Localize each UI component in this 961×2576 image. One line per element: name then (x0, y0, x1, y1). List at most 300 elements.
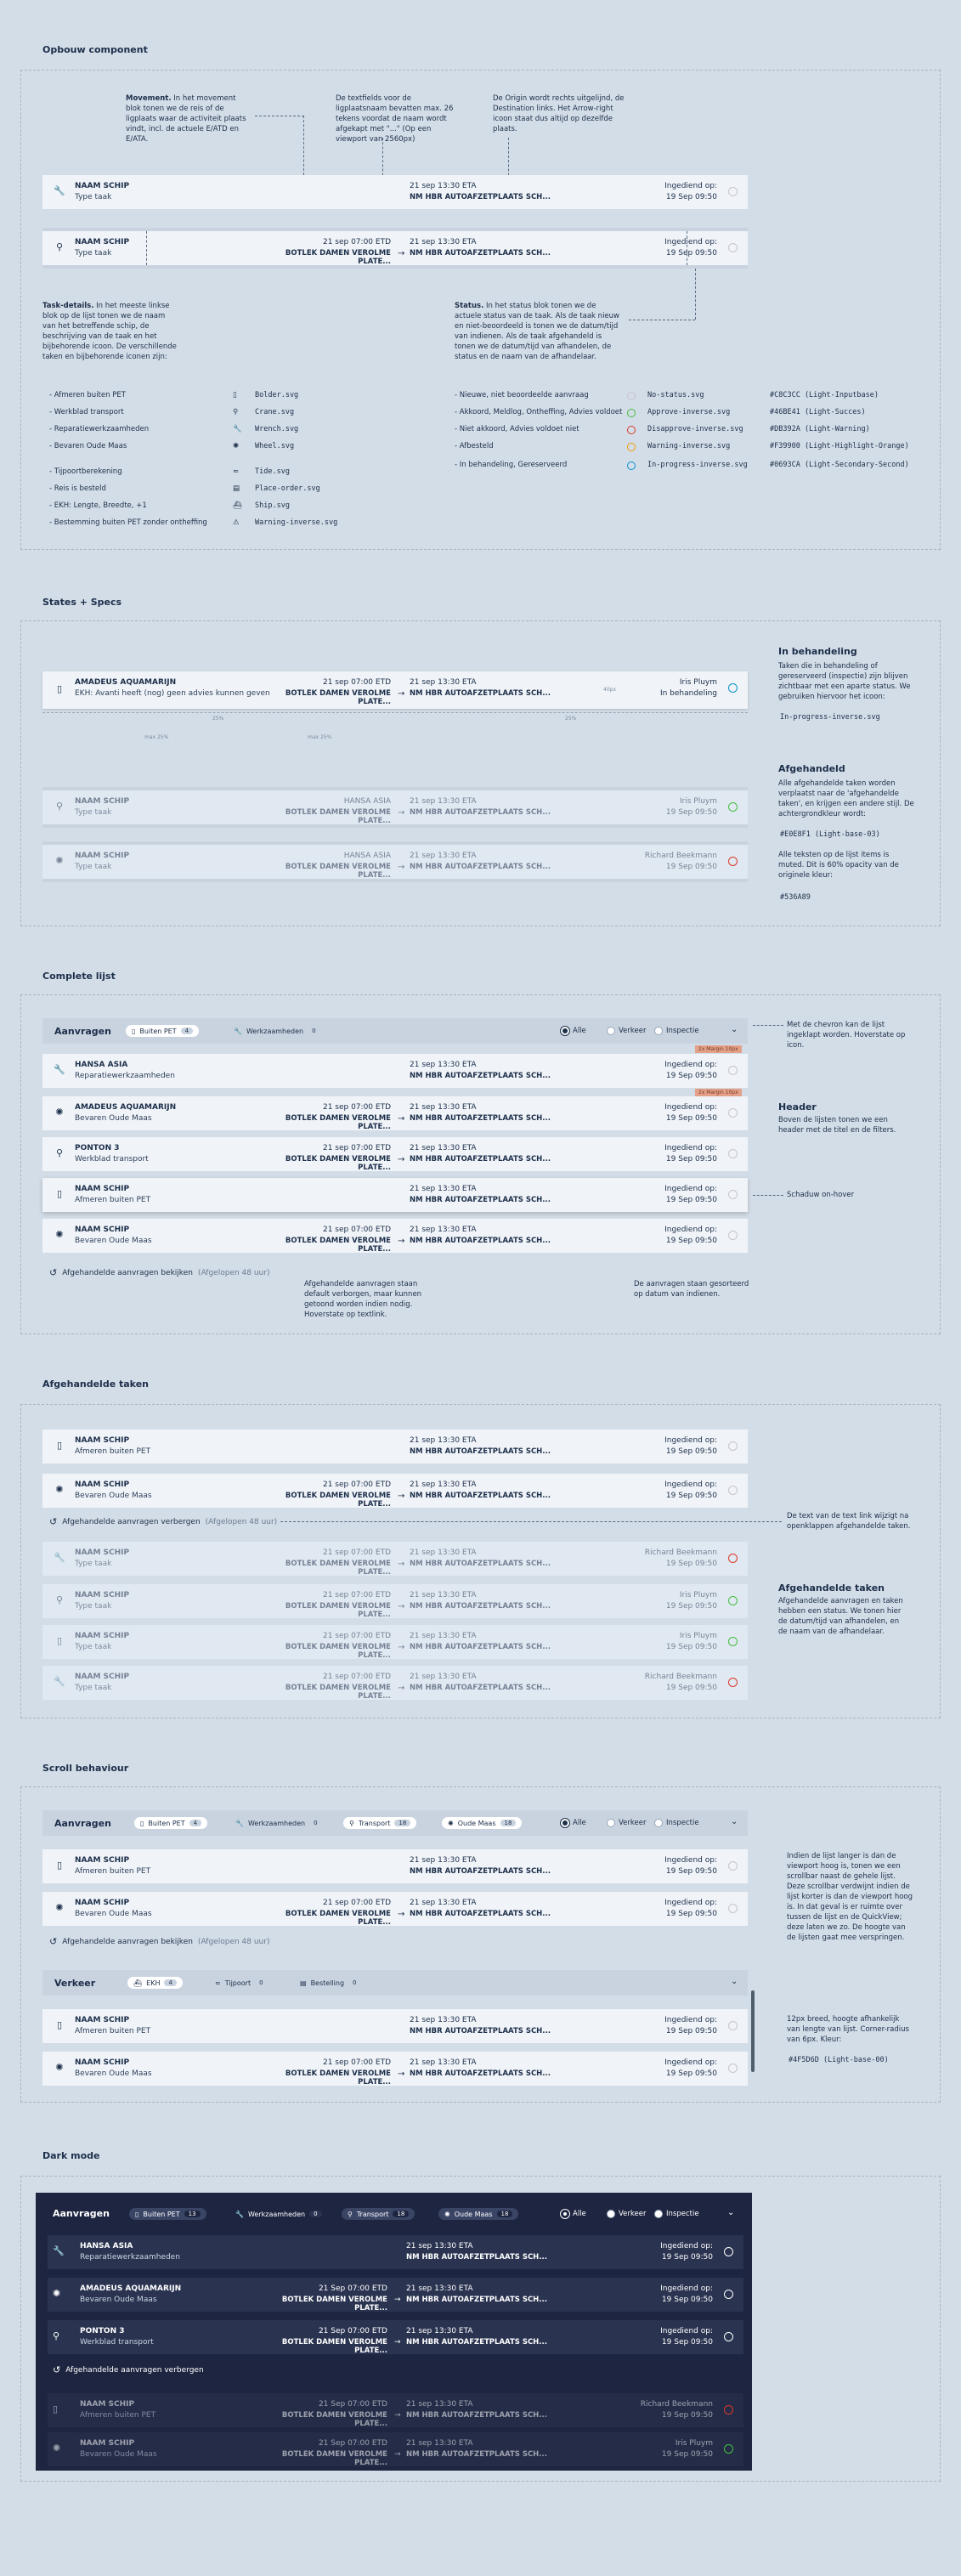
arrow-right-icon: → (398, 863, 405, 872)
history-icon: ↺ (49, 1936, 58, 1947)
no-status-icon (728, 187, 738, 196)
filter-chip[interactable] (127, 1977, 183, 1989)
task-ship-name: NAAM SCHIP (75, 1185, 130, 1193)
status-label: Ingediend op: (664, 1436, 717, 1445)
task-ship-name: NAAM SCHIP (75, 1480, 130, 1489)
wrench-icon: 🔧 (233, 425, 242, 433)
note-task-details: Task-details. In het meeste linkse blok op de lijst tonen we de naam van het betreffende schip, de beschrijving van de taak en het bijbehorende icoon. De verschillende taken en bijbehorende iconen zijn: (42, 302, 177, 361)
bolder-icon: ▯ (56, 2019, 63, 2030)
dimension-line (42, 712, 748, 713)
task-type: Bevaren Oude Maas (80, 2296, 157, 2304)
task-row[interactable] (42, 1096, 748, 1130)
history-icon: ↺ (49, 1516, 58, 1527)
radio-dot (607, 1819, 615, 1827)
origin: BOTLEK DAMEN VEROLME PLATE... (285, 1237, 391, 1254)
status-date: 19 Sep 09:50 (665, 1492, 717, 1500)
radio-label: Alle (573, 1027, 586, 1035)
no-status-icon (728, 1904, 738, 1913)
dimension-label: max 25% (144, 734, 169, 740)
radio-verkeer[interactable] (607, 1027, 646, 1035)
wheel-icon: ✺ (233, 442, 240, 450)
destination: NM HBR AUTOAFZETPLAATS SCH... (410, 1237, 551, 1245)
section-title-dark: Dark mode (42, 2150, 100, 2161)
task-type: Type taak (75, 193, 112, 201)
note-link-change: De text van de text link wijzigt na openklappen afgehandelde taken. (787, 1512, 911, 1531)
radio-alle[interactable] (561, 2210, 586, 2218)
section-title-complete: Complete lijst (42, 971, 116, 982)
task-type: Reparatiewerkzaamheden (75, 1072, 175, 1080)
task-type: Bevaren Oude Maas (75, 1114, 152, 1123)
eta: 21 sep 13:30 ETA (410, 1591, 477, 1599)
bolder-icon: ▯ (56, 1635, 63, 1646)
arrow-right-icon: → (394, 2296, 401, 2304)
filter-chip[interactable] (342, 2208, 415, 2220)
task-ship-name: NAAM SCHIP (75, 852, 130, 860)
note-link: Afgehandelde aanvragen staan default verborgen, maar kunnen getoond worden indien nodig. Hoverstate op textlink. (304, 1280, 422, 1319)
arrow-right-icon: → (394, 2450, 401, 2459)
crane-icon: ⚲ (55, 801, 64, 812)
status-date: 19 Sep 09:50 (661, 2253, 713, 2262)
status-label: Iris Pluym (679, 1632, 717, 1640)
no-status-icon (728, 1231, 738, 1240)
task-ship-name: HANSA ASIA (80, 2242, 133, 2250)
chip-count: 0 (309, 2211, 321, 2217)
arrow-right-icon: → (398, 1602, 405, 1611)
task-row-afgehandeld[interactable] (42, 790, 748, 824)
chip-label: Bestelling (310, 1979, 345, 1987)
eta: 21 sep 13:30 ETA (410, 1061, 477, 1069)
task-type: Werkblad transport (80, 2338, 154, 2347)
eta: 21 sep 13:30 ETA (410, 2058, 477, 2067)
note-textfield: De textfields voor de ligplaatsnaam bevatten max. 26 tekens voordat de naam wordt afgekapt met "..." (Op een viewport van 2560px) (336, 94, 454, 144)
ship-icon: ⛴ (233, 501, 242, 510)
status-label: Ingediend op: (664, 238, 717, 246)
task-row[interactable] (42, 1474, 748, 1508)
task-row[interactable] (42, 1666, 748, 1700)
task-row[interactable] (42, 1178, 748, 1212)
place-order-icon: ▤ (300, 1979, 307, 1987)
chip-label: Transport (358, 1819, 391, 1827)
radio-inspectie[interactable] (654, 1027, 699, 1035)
status-date: 19 Sep 09:50 (661, 2296, 713, 2304)
no-status-icon (728, 1066, 738, 1075)
show-completed-link[interactable] (49, 1267, 269, 1278)
eta: 21 sep 13:30 ETA (406, 2327, 473, 2335)
history-icon: ↺ (53, 2364, 61, 2375)
origin: BOTLEK DAMEN VEROLME PLATE... (285, 1492, 391, 1509)
side-text: Taken die in behandeling of gereserveerd (inspectie) zijn blijven zichtbaar met een aparte status. We gebruiken hiervoor het icoon: (778, 662, 911, 701)
task-ship-name: NAAM SCHIP (80, 2400, 135, 2409)
chip-count: 18 (500, 1820, 517, 1826)
status-legend-label: - Niet akkoord, Advies voldoet niet (455, 425, 579, 433)
list-header (42, 1810, 748, 1836)
task-row[interactable] (42, 2052, 748, 2086)
destination: NM HBR AUTOAFZETPLAATS SCH... (410, 863, 551, 871)
filter-chip[interactable] (129, 2208, 206, 2220)
hide-completed-link[interactable] (53, 2364, 204, 2375)
eta: 21 sep 13:30 ETA (410, 1185, 477, 1193)
status-date: 19 Sep 09:50 (665, 1602, 717, 1611)
destination: NM HBR AUTOAFZETPLAATS SCH... (410, 1155, 551, 1163)
scrollbar[interactable] (751, 1990, 755, 2072)
etd: 21 Sep 07:00 ETD (318, 2327, 387, 2335)
note-sort: De aanvragen staan gesorteerd op datum van indienen. (634, 1280, 749, 1299)
status-legend-file: In-progress-inverse.svg (647, 461, 748, 469)
destination: NM HBR AUTOAFZETPLAATS SCH... (406, 2411, 547, 2420)
task-legend-file: Tide.svg (255, 467, 290, 476)
task-ship-name: NAAM SCHIP (75, 2058, 130, 2067)
radio-inspectie[interactable] (654, 1819, 699, 1827)
destination: NM HBR AUTOAFZETPLAATS SCH... (410, 1072, 551, 1080)
filter-chip[interactable] (438, 2208, 518, 2220)
section-title-states: States + Specs (42, 597, 122, 608)
eta: 21 sep 13:30 ETA (410, 1436, 477, 1445)
status-label: Richard Beekmann (640, 2400, 713, 2409)
task-ship-name: NAAM SCHIP (75, 182, 130, 190)
origin: BOTLEK DAMEN VEROLME PLATE... (281, 2450, 387, 2467)
radio-label: Alle (573, 1819, 586, 1827)
etd: 21 sep 07:00 ETD (322, 678, 391, 687)
status-legend-color: #F39900 (Light-Highlight-Orange) (770, 442, 909, 450)
chip-count: 18 (394, 1820, 410, 1826)
eta: 21 sep 13:30 ETA (410, 852, 477, 860)
eta: 21 sep 13:30 ETA (410, 797, 477, 806)
destination: NM HBR AUTOAFZETPLAATS SCH... (410, 1910, 551, 1918)
wrench-icon: 🔧 (235, 1819, 244, 1827)
destination: NM HBR AUTOAFZETPLAATS SCH... (406, 2253, 547, 2262)
status-legend-label: - Akkoord, Meldlog, Ontheffing, Advies voldoet (455, 408, 623, 416)
hide-completed-link[interactable] (49, 1516, 277, 1527)
radio-label: Verkeer (619, 2210, 647, 2218)
destination: NM HBR AUTOAFZETPLAATS SCH... (410, 1867, 551, 1876)
destination: NM HBR AUTOAFZETPLAATS SCH... (410, 1684, 551, 1692)
status-icon (627, 426, 636, 434)
chevron-down-icon[interactable]: ⌄ (731, 1817, 738, 1826)
eta: 21 sep 13:30 ETA (410, 1673, 477, 1681)
destination: NM HBR AUTOAFZETPLAATS SCH... (410, 249, 551, 258)
chevron-down-icon[interactable]: ⌄ (731, 1025, 738, 1034)
status-label: Ingediend op: (664, 1185, 717, 1193)
filter-chip[interactable] (294, 1977, 366, 1989)
task-type: Type taak (75, 808, 112, 817)
bolder-icon: ▯ (132, 1027, 136, 1035)
task-row[interactable] (42, 1054, 748, 1088)
chip-label: Oude Maas (454, 2210, 493, 2218)
task-type: Afmeren buiten PET (75, 2027, 151, 2035)
origin: BOTLEK DAMEN VEROLME PLATE... (285, 1910, 391, 1927)
task-row[interactable] (42, 1137, 748, 1171)
destination: NM HBR AUTOAFZETPLAATS SCH... (410, 1643, 551, 1651)
eta: 21 sep 13:30 ETA (410, 1632, 477, 1640)
list-header (42, 1018, 748, 1044)
section-title-opbouw: Opbouw component (42, 44, 148, 55)
wheel-icon: ✺ (55, 1107, 64, 1118)
eta: 21 sep 13:30 ETA (410, 2016, 477, 2024)
filter-chip[interactable] (228, 1025, 326, 1037)
wheel-icon: ✺ (53, 2443, 61, 2454)
task-row-afgehandeld[interactable] (42, 845, 748, 879)
side-title: Afgehandelde taken (778, 1582, 885, 1594)
warning-icon: ⚠ (233, 518, 240, 527)
etd: 21 sep 07:00 ETD (322, 1548, 391, 1557)
bolder-icon: ▯ (233, 391, 237, 399)
task-row[interactable] (42, 2009, 748, 2043)
destination: NM HBR AUTOAFZETPLAATS SCH... (410, 1447, 551, 1456)
radio-inspectie[interactable] (654, 2210, 699, 2218)
link-label: Afgehandelde aanvragen bekijken (62, 1268, 193, 1277)
chip-count: 0 (309, 1820, 321, 1826)
status-label: Ingediend op: (664, 2058, 717, 2067)
radio-verkeer[interactable] (607, 2210, 646, 2218)
task-legend-label: - Werkblad transport (49, 408, 124, 416)
status-date: 19 Sep 09:50 (665, 808, 717, 817)
wheel-icon: ✺ (55, 1902, 64, 1913)
status-date: 19 Sep 09:50 (661, 2338, 713, 2347)
task-ship-name: NAAM SCHIP (75, 1436, 130, 1445)
eta: 21 sep 13:30 ETA (410, 182, 477, 190)
ship-icon: ⛴ (133, 1979, 143, 1987)
status-icon (728, 1596, 738, 1605)
task-ship-name: NAAM SCHIP (75, 1548, 130, 1557)
chevron-down-icon[interactable]: ⌄ (727, 2208, 735, 2217)
radio-verkeer[interactable] (607, 1819, 646, 1827)
status-date: 19 Sep 09:50 (665, 863, 717, 871)
status-legend-label: - In behandeling, Gereserveerd (455, 461, 568, 469)
annotation-line (753, 1025, 783, 1026)
origin: BOTLEK DAMEN VEROLME PLATE... (285, 863, 391, 880)
eta: 21 sep 13:30 ETA (406, 2284, 473, 2293)
wrench-icon: 🔧 (54, 1064, 65, 1075)
task-ship-name: AMADEUS AQUAMARIJN (75, 1103, 177, 1112)
note-origin: De Origin wordt rechts uitgelijnd, de Destination links. Het Arrow-right icoon staat dus altijd op dezelfde plaats. (493, 94, 625, 133)
task-type: Type taak (75, 863, 112, 871)
task-row[interactable] (42, 1584, 748, 1618)
task-row[interactable] (42, 1219, 748, 1253)
task-legend-label: - Bestemming buiten PET zonder ontheffing (49, 518, 207, 527)
etd: 21 sep 07:00 ETD (322, 2058, 391, 2067)
chip-label: Oude Maas (457, 1819, 496, 1827)
status-label: Ingediend op: (660, 2284, 713, 2293)
task-ship-name: NAAM SCHIP (80, 2439, 135, 2448)
task-ship-name: PONTON 3 (80, 2327, 125, 2335)
task-row[interactable] (48, 2432, 743, 2466)
chip-label: Buiten PET (148, 1819, 185, 1827)
show-completed-link[interactable] (49, 1936, 269, 1947)
dimension-label: max 25% (308, 734, 332, 740)
task-legend-label: - Reparatiewerkzaamheden (49, 425, 150, 433)
disapprove-icon (728, 857, 738, 866)
etd: 21 sep 07:00 ETD (322, 238, 391, 246)
chip-count: 4 (181, 1028, 193, 1034)
task-row[interactable] (48, 2393, 743, 2427)
side-title-in-behandeling: In behandeling (778, 646, 857, 657)
wheel-icon: ✺ (444, 2210, 450, 2218)
task-row-in-behandeling[interactable] (42, 671, 748, 709)
origin: BOTLEK DAMEN VEROLME PLATE... (285, 689, 391, 706)
task-row[interactable] (48, 2235, 743, 2269)
bolder-icon: ▯ (53, 2403, 59, 2415)
link-sub: (Afgelopen 48 uur) (205, 1517, 278, 1526)
etd: 21 sep 07:00 ETD (322, 1480, 391, 1489)
radio-alle[interactable] (561, 1819, 586, 1827)
origin: BOTLEK DAMEN VEROLME PLATE... (285, 1602, 391, 1619)
status-label: Ingediend op: (664, 182, 717, 190)
chip-count: 4 (189, 1820, 201, 1826)
radio-dot (561, 2210, 569, 2218)
chip-label: EKH (146, 1979, 161, 1987)
status-legend-label: - Afbesteld (455, 442, 494, 450)
status-label: Ingediend op: (664, 2016, 717, 2024)
etd: 21 sep 07:00 ETD (322, 1632, 391, 1640)
status-legend-color: #0693CA (Light-Secondary-Second) (770, 461, 909, 469)
status-legend-file: Approve-inverse.svg (647, 408, 731, 416)
bolder-icon: ▯ (135, 2210, 139, 2218)
filter-chip[interactable] (229, 2208, 328, 2220)
task-row[interactable] (42, 231, 748, 265)
origin: BOTLEK DAMEN VEROLME PLATE... (281, 2411, 387, 2428)
filter-chip[interactable] (126, 1025, 199, 1037)
section-title-scroll: Scroll behaviour (42, 1763, 129, 1774)
chip-count: 4 (164, 1979, 176, 1986)
task-type: Bevaren Oude Maas (80, 2450, 157, 2459)
destination: NM HBR AUTOAFZETPLAATS SCH... (410, 1492, 551, 1500)
status-legend-file: No-status.svg (647, 391, 704, 399)
status-date: 19 Sep 09:50 (661, 2411, 713, 2420)
task-row[interactable] (42, 1849, 748, 1883)
status-legend-file: Disapprove-inverse.svg (647, 425, 743, 433)
status-date: 19 Sep 09:50 (665, 1867, 717, 1876)
crane-icon: ⚲ (348, 2210, 353, 2218)
destination: NM HBR AUTOAFZETPLAATS SCH... (410, 193, 551, 201)
list-title: Aanvragen (53, 2208, 110, 2219)
status-icon (724, 2405, 733, 2415)
filter-chip[interactable] (343, 1817, 416, 1829)
wrench-icon: 🔧 (54, 1552, 65, 1563)
destination: NM HBR AUTOAFZETPLAATS SCH... (410, 689, 551, 698)
task-type: Type taak (75, 1684, 112, 1692)
wheel-icon: ✺ (53, 2288, 61, 2299)
radio-label: Verkeer (619, 1819, 647, 1827)
status-date: 19 Sep 09:50 (665, 2069, 717, 2078)
status-date: 19 Sep 09:50 (665, 1196, 717, 1204)
radio-dot (607, 1027, 615, 1035)
annotation-line (146, 231, 147, 265)
eta: 21 sep 13:30 ETA (410, 1548, 477, 1557)
etd: 21 sep 07:00 ETD (322, 1103, 391, 1112)
task-row[interactable] (42, 1892, 748, 1926)
no-status-icon (728, 1486, 738, 1495)
etd: 21 Sep 07:00 ETD (318, 2284, 387, 2293)
filter-chip[interactable] (209, 1977, 274, 1989)
spec-tag: 2x Margin 10px (695, 1089, 742, 1096)
task-type: Afmeren buiten PET (75, 1867, 151, 1876)
radio-dot (561, 1819, 569, 1827)
annotation-line (303, 116, 304, 175)
task-type: Bevaren Oude Maas (75, 1492, 152, 1500)
annotation-line (382, 138, 383, 180)
task-row[interactable] (42, 1430, 748, 1464)
status-date: 19 Sep 09:50 (661, 2450, 713, 2459)
eta: 21 sep 13:30 ETA (410, 1144, 477, 1152)
note-header-title: Header (778, 1101, 817, 1112)
filter-chip[interactable] (134, 1817, 207, 1829)
task-row[interactable] (48, 2320, 743, 2354)
side-file: In-progress-inverse.svg (780, 713, 880, 722)
crane-icon: ⚲ (233, 408, 239, 416)
filter-chip[interactable] (442, 1817, 522, 1829)
task-legend-file: Place-order.svg (255, 484, 320, 493)
eta: 21 sep 13:30 ETA (410, 238, 477, 246)
etd: 21 Sep 07:00 ETD (318, 2400, 387, 2409)
note-movement: Movement. In het movement blok tonen we de reis of de ligplaats waar de activiteit plaats vindt, incl. de actuele E/ATD en E/ATA. (126, 94, 246, 144)
task-row[interactable] (42, 1542, 748, 1576)
status-date: 19 Sep 09:50 (665, 1447, 717, 1456)
eta: 21 sep 13:30 ETA (406, 2400, 473, 2409)
eta: 21 sep 13:30 ETA (406, 2242, 473, 2250)
chevron-down-icon[interactable]: ⌄ (731, 1977, 738, 1986)
status-date: 19 Sep 09:50 (665, 1155, 717, 1163)
no-status-icon (724, 2290, 733, 2299)
eta: 21 sep 13:30 ETA (410, 678, 477, 687)
radio-dot (654, 2210, 663, 2218)
bolder-icon: ▯ (56, 683, 63, 694)
list-title: Aanvragen (54, 1817, 111, 1829)
link-label: Afgehandelde aanvragen verbergen (65, 2365, 204, 2375)
task-row[interactable] (48, 2278, 743, 2312)
radio-alle[interactable] (561, 1027, 586, 1035)
etd: 21 sep 07:00 ETD (322, 1591, 391, 1599)
arrow-right-icon: → (398, 1237, 405, 1246)
radio-dot (654, 1819, 663, 1827)
task-type: Type taak (75, 1560, 112, 1568)
history-icon: ↺ (49, 1267, 58, 1278)
status-label: Iris Pluym (679, 678, 717, 687)
status-icon (627, 461, 636, 470)
origin: BOTLEK DAMEN VEROLME PLATE... (281, 2296, 387, 2313)
dimension-label: 40px (603, 687, 616, 693)
crane-icon: ⚲ (349, 1819, 354, 1827)
arrow-right-icon: → (398, 1155, 405, 1164)
task-ship-name: HANSA ASIA (75, 1061, 128, 1069)
filter-chip[interactable] (229, 1817, 328, 1829)
place-order-icon: ▤ (233, 484, 240, 493)
task-row[interactable] (42, 1625, 748, 1659)
etd: 21 Sep 07:00 ETD (318, 2439, 387, 2448)
radio-dot (607, 2210, 615, 2218)
eta: 21 sep 13:30 ETA (410, 1856, 477, 1865)
status-label: Ingediend op: (664, 1480, 717, 1489)
status-date: In behandeling (659, 689, 717, 698)
origin: BOTLEK DAMEN VEROLME PLATE... (285, 1560, 391, 1577)
bolder-icon: ▯ (140, 1819, 144, 1827)
task-row[interactable] (42, 175, 748, 209)
task-type: EKH: Avanti heeft (nog) geen advies kunnen geven (75, 689, 270, 698)
task-ship-name: NAAM SCHIP (75, 1632, 130, 1640)
no-status-icon (724, 2247, 733, 2256)
chip-label: Buiten PET (139, 1027, 177, 1035)
arrow-right-icon: → (398, 1492, 405, 1501)
status-legend-color: #C8C3CC (Light-Inputbase) (770, 391, 879, 399)
wrench-icon: 🔧 (234, 1027, 242, 1035)
origin: BOTLEK DAMEN VEROLME PLATE... (285, 2069, 391, 2086)
wheel-icon: ✺ (448, 1819, 454, 1827)
task-type: Type taak (75, 249, 112, 258)
crane-icon: ⚲ (53, 2330, 60, 2341)
side-hex: #536A89 (780, 893, 811, 902)
wrench-icon: 🔧 (54, 1676, 65, 1687)
arrow-right-icon: → (398, 1643, 405, 1652)
task-ship-name: AMADEUS AQUAMARIJN (80, 2284, 182, 2293)
